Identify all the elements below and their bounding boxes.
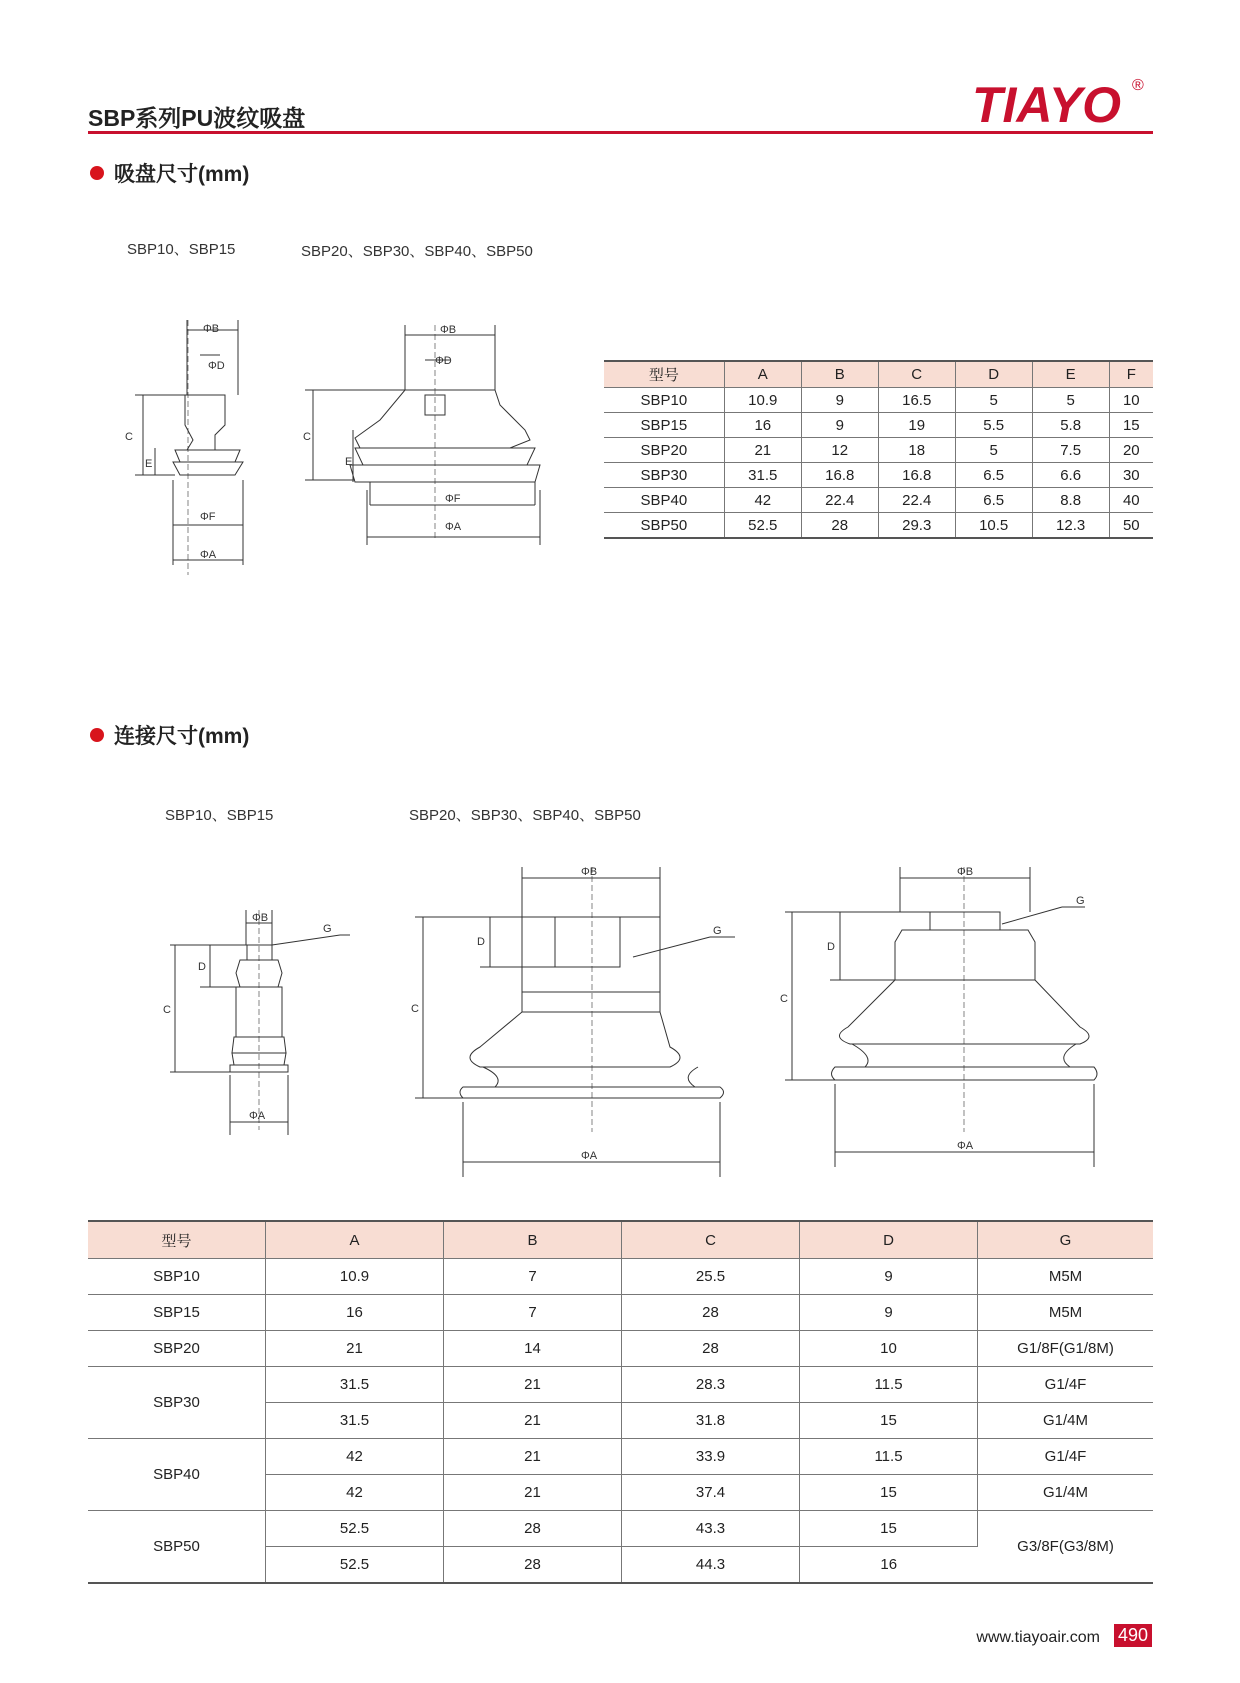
table-cell: 10.5	[955, 513, 1032, 539]
svg-text:ΦF: ΦF	[445, 493, 461, 505]
cup-drawing-large	[295, 320, 555, 550]
table-cell: 11.5	[800, 1439, 978, 1475]
table-cell: 8.8	[1032, 488, 1109, 513]
table-cell: 22.4	[801, 488, 878, 513]
table-header-row	[604, 361, 1153, 388]
table-header-cell: 型号	[604, 361, 724, 388]
table-cell: 31.5	[724, 463, 801, 488]
table-row	[88, 1331, 1153, 1367]
table-cell: 9	[801, 413, 878, 438]
svg-text:C: C	[303, 431, 311, 443]
table-cell: 52.5	[266, 1547, 444, 1584]
table-header-cell: E	[1032, 361, 1109, 388]
table-cell: 5	[955, 438, 1032, 463]
svg-text:C: C	[125, 431, 133, 443]
table-header-cell: D	[800, 1221, 978, 1259]
table-cell: 16	[800, 1547, 978, 1584]
table-cell: SBP40	[604, 488, 724, 513]
cup-dimension-table	[604, 360, 1153, 539]
table-row	[88, 1259, 1153, 1295]
svg-text:D: D	[477, 936, 485, 948]
table-cell: SBP10	[604, 388, 724, 413]
table-cell: 31.5	[266, 1403, 444, 1439]
table-header-cell: C	[878, 361, 955, 388]
table-row	[604, 413, 1153, 438]
table-cell: SBP20	[604, 438, 724, 463]
table-cell: 40	[1109, 488, 1153, 513]
connection-dimension-table	[88, 1220, 1153, 1584]
table-row	[604, 463, 1153, 488]
table-cell: 15	[1109, 413, 1153, 438]
svg-text:ΦB: ΦB	[581, 866, 598, 878]
figure-label-large: SBP20、SBP30、SBP40、SBP50	[301, 243, 533, 260]
table-cell: 7	[444, 1295, 622, 1331]
table-cell: 19	[878, 413, 955, 438]
table-header-cell: 型号	[88, 1221, 266, 1259]
table-row	[604, 488, 1153, 513]
table-row	[604, 513, 1153, 539]
table-cell: 21	[444, 1439, 622, 1475]
figure-label-large: SBP20、SBP30、SBP40、SBP50	[409, 807, 641, 824]
table-cell: 50	[1109, 513, 1153, 539]
table-cell: 6.5	[955, 488, 1032, 513]
table-cell: 16	[724, 413, 801, 438]
table-header-cell: D	[955, 361, 1032, 388]
table-cell: 42	[266, 1475, 444, 1511]
table-cell: 9	[800, 1295, 978, 1331]
svg-text:ΦA: ΦA	[445, 521, 462, 533]
table-cell: 21	[724, 438, 801, 463]
section-heading-text: 吸盘尺寸(mm)	[114, 163, 250, 186]
table-cell: 11.5	[800, 1367, 978, 1403]
svg-text:D: D	[827, 941, 835, 953]
cup-drawing-small	[115, 315, 255, 585]
table-cell: 37.4	[622, 1475, 800, 1511]
table-cell: 6.6	[1032, 463, 1109, 488]
table-cell: SBP20	[88, 1331, 266, 1367]
table-cell: SBP15	[604, 413, 724, 438]
bullet-icon	[90, 728, 104, 742]
svg-text:ΦB: ΦB	[203, 323, 220, 335]
table-cell: 9	[800, 1259, 978, 1295]
table-cell: 30	[1109, 463, 1153, 488]
table-cell: 16	[266, 1295, 444, 1331]
table-header-cell: C	[622, 1221, 800, 1259]
table-cell: G1/4F	[978, 1367, 1154, 1403]
svg-text:ΦA: ΦA	[200, 549, 217, 561]
table-header-cell: B	[801, 361, 878, 388]
page-title: SBP系列PU波纹吸盘	[88, 105, 306, 131]
connection-drawing-small	[160, 905, 350, 1140]
table-cell: 28	[622, 1295, 800, 1331]
table-cell: 7	[444, 1259, 622, 1295]
table-cell: 12.3	[1032, 513, 1109, 539]
section-heading-connection-dimensions	[90, 720, 249, 750]
table-cell: M5M	[978, 1259, 1154, 1295]
table-header-cell: B	[444, 1221, 622, 1259]
table-cell: 43.3	[622, 1511, 800, 1547]
table-cell: 7.5	[1032, 438, 1109, 463]
table-cell: 20	[1109, 438, 1153, 463]
table-cell: 16.8	[878, 463, 955, 488]
svg-text:ΦB: ΦB	[252, 912, 269, 924]
svg-text:ΦD: ΦD	[435, 355, 452, 367]
svg-text:ΦD: ΦD	[208, 360, 225, 372]
table-row	[88, 1511, 1153, 1547]
brand-logo	[970, 70, 1155, 130]
svg-text:ΦF: ΦF	[200, 511, 216, 523]
table-cell: 28	[622, 1331, 800, 1367]
table-cell: G1/4F	[978, 1439, 1154, 1475]
connection-drawing-male	[780, 862, 1140, 1172]
table-cell: SBP50	[88, 1511, 266, 1584]
table-cell: 12	[801, 438, 878, 463]
table-cell: 33.9	[622, 1439, 800, 1475]
table-header-cell: A	[266, 1221, 444, 1259]
table-cell: 10	[800, 1331, 978, 1367]
table-cell: 21	[444, 1367, 622, 1403]
section-heading-cup-dimensions	[90, 158, 249, 188]
bullet-icon	[90, 166, 104, 180]
svg-text:G: G	[323, 923, 332, 935]
table-cell: G1/4M	[978, 1403, 1154, 1439]
table-cell: SBP30	[604, 463, 724, 488]
table-cell: 52.5	[724, 513, 801, 539]
table-cell: 42	[724, 488, 801, 513]
table-cell: 5	[1032, 388, 1109, 413]
table-cell: 14	[444, 1331, 622, 1367]
table-cell: 28	[801, 513, 878, 539]
table-cell: M5M	[978, 1295, 1154, 1331]
svg-text:G: G	[713, 925, 722, 937]
table-header-cell: G	[978, 1221, 1154, 1259]
table-cell: 5.8	[1032, 413, 1109, 438]
table-cell: 21	[444, 1403, 622, 1439]
header-divider	[88, 131, 1153, 134]
table-cell: 10	[1109, 388, 1153, 413]
table-header-row	[88, 1221, 1153, 1259]
table-cell: 42	[266, 1439, 444, 1475]
table-cell: 9	[801, 388, 878, 413]
table-cell: 16.8	[801, 463, 878, 488]
table-cell: 31.5	[266, 1367, 444, 1403]
registered-mark: ®	[1132, 77, 1144, 94]
svg-text:C: C	[163, 1004, 171, 1016]
table-row	[88, 1367, 1153, 1403]
table-cell: G1/8F(G1/8M)	[978, 1331, 1154, 1367]
table-cell: 15	[800, 1403, 978, 1439]
table-row	[604, 388, 1153, 413]
table-cell: 10.9	[724, 388, 801, 413]
table-cell: 28.3	[622, 1367, 800, 1403]
table-cell: SBP10	[88, 1259, 266, 1295]
table-row	[88, 1439, 1153, 1475]
svg-text:E: E	[145, 458, 153, 470]
table-cell: 28	[444, 1511, 622, 1547]
table-cell: 25.5	[622, 1259, 800, 1295]
table-cell: SBP30	[88, 1367, 266, 1439]
table-cell: 29.3	[878, 513, 955, 539]
table-cell: 21	[266, 1331, 444, 1367]
table-cell: 22.4	[878, 488, 955, 513]
section-heading-text: 连接尺寸(mm)	[114, 725, 250, 748]
svg-text:G: G	[1076, 895, 1085, 907]
table-cell: 5	[955, 388, 1032, 413]
table-cell: 16.5	[878, 388, 955, 413]
table-cell: 18	[878, 438, 955, 463]
table-cell: G1/4M	[978, 1475, 1154, 1511]
table-cell: 52.5	[266, 1511, 444, 1547]
table-header-cell: A	[724, 361, 801, 388]
brand-name: TIAYO	[972, 77, 1122, 130]
figure-label-small: SBP10、SBP15	[165, 807, 274, 824]
table-cell: SBP40	[88, 1439, 266, 1511]
table-cell: 10.9	[266, 1259, 444, 1295]
figure-label-small: SBP10、SBP15	[127, 241, 236, 258]
table-header-cell: F	[1109, 361, 1153, 388]
table-cell: 44.3	[622, 1547, 800, 1584]
page-number: 490	[1114, 1624, 1152, 1647]
svg-text:ΦA: ΦA	[957, 1140, 974, 1152]
svg-text:ΦA: ΦA	[581, 1150, 598, 1162]
table-cell: 15	[800, 1511, 978, 1547]
table-cell: 28	[444, 1547, 622, 1584]
svg-text:C: C	[780, 993, 788, 1005]
svg-text:ΦB: ΦB	[957, 866, 974, 878]
table-cell: 5.5	[955, 413, 1032, 438]
svg-text:ΦA: ΦA	[249, 1110, 266, 1122]
table-cell: 21	[444, 1475, 622, 1511]
table-cell: 15	[800, 1475, 978, 1511]
svg-text:E: E	[345, 456, 353, 468]
table-cell: SBP50	[604, 513, 724, 539]
table-cell: SBP15	[88, 1295, 266, 1331]
svg-text:D: D	[198, 961, 206, 973]
table-cell: G3/8F(G3/8M)	[978, 1511, 1154, 1584]
connection-drawing-female	[405, 862, 750, 1182]
footer-url: www.tiayoair.com	[976, 1629, 1100, 1646]
svg-text:ΦB: ΦB	[440, 324, 457, 336]
table-cell: 6.5	[955, 463, 1032, 488]
svg-text:C: C	[411, 1003, 419, 1015]
table-row	[604, 438, 1153, 463]
table-row	[88, 1295, 1153, 1331]
table-cell: 31.8	[622, 1403, 800, 1439]
